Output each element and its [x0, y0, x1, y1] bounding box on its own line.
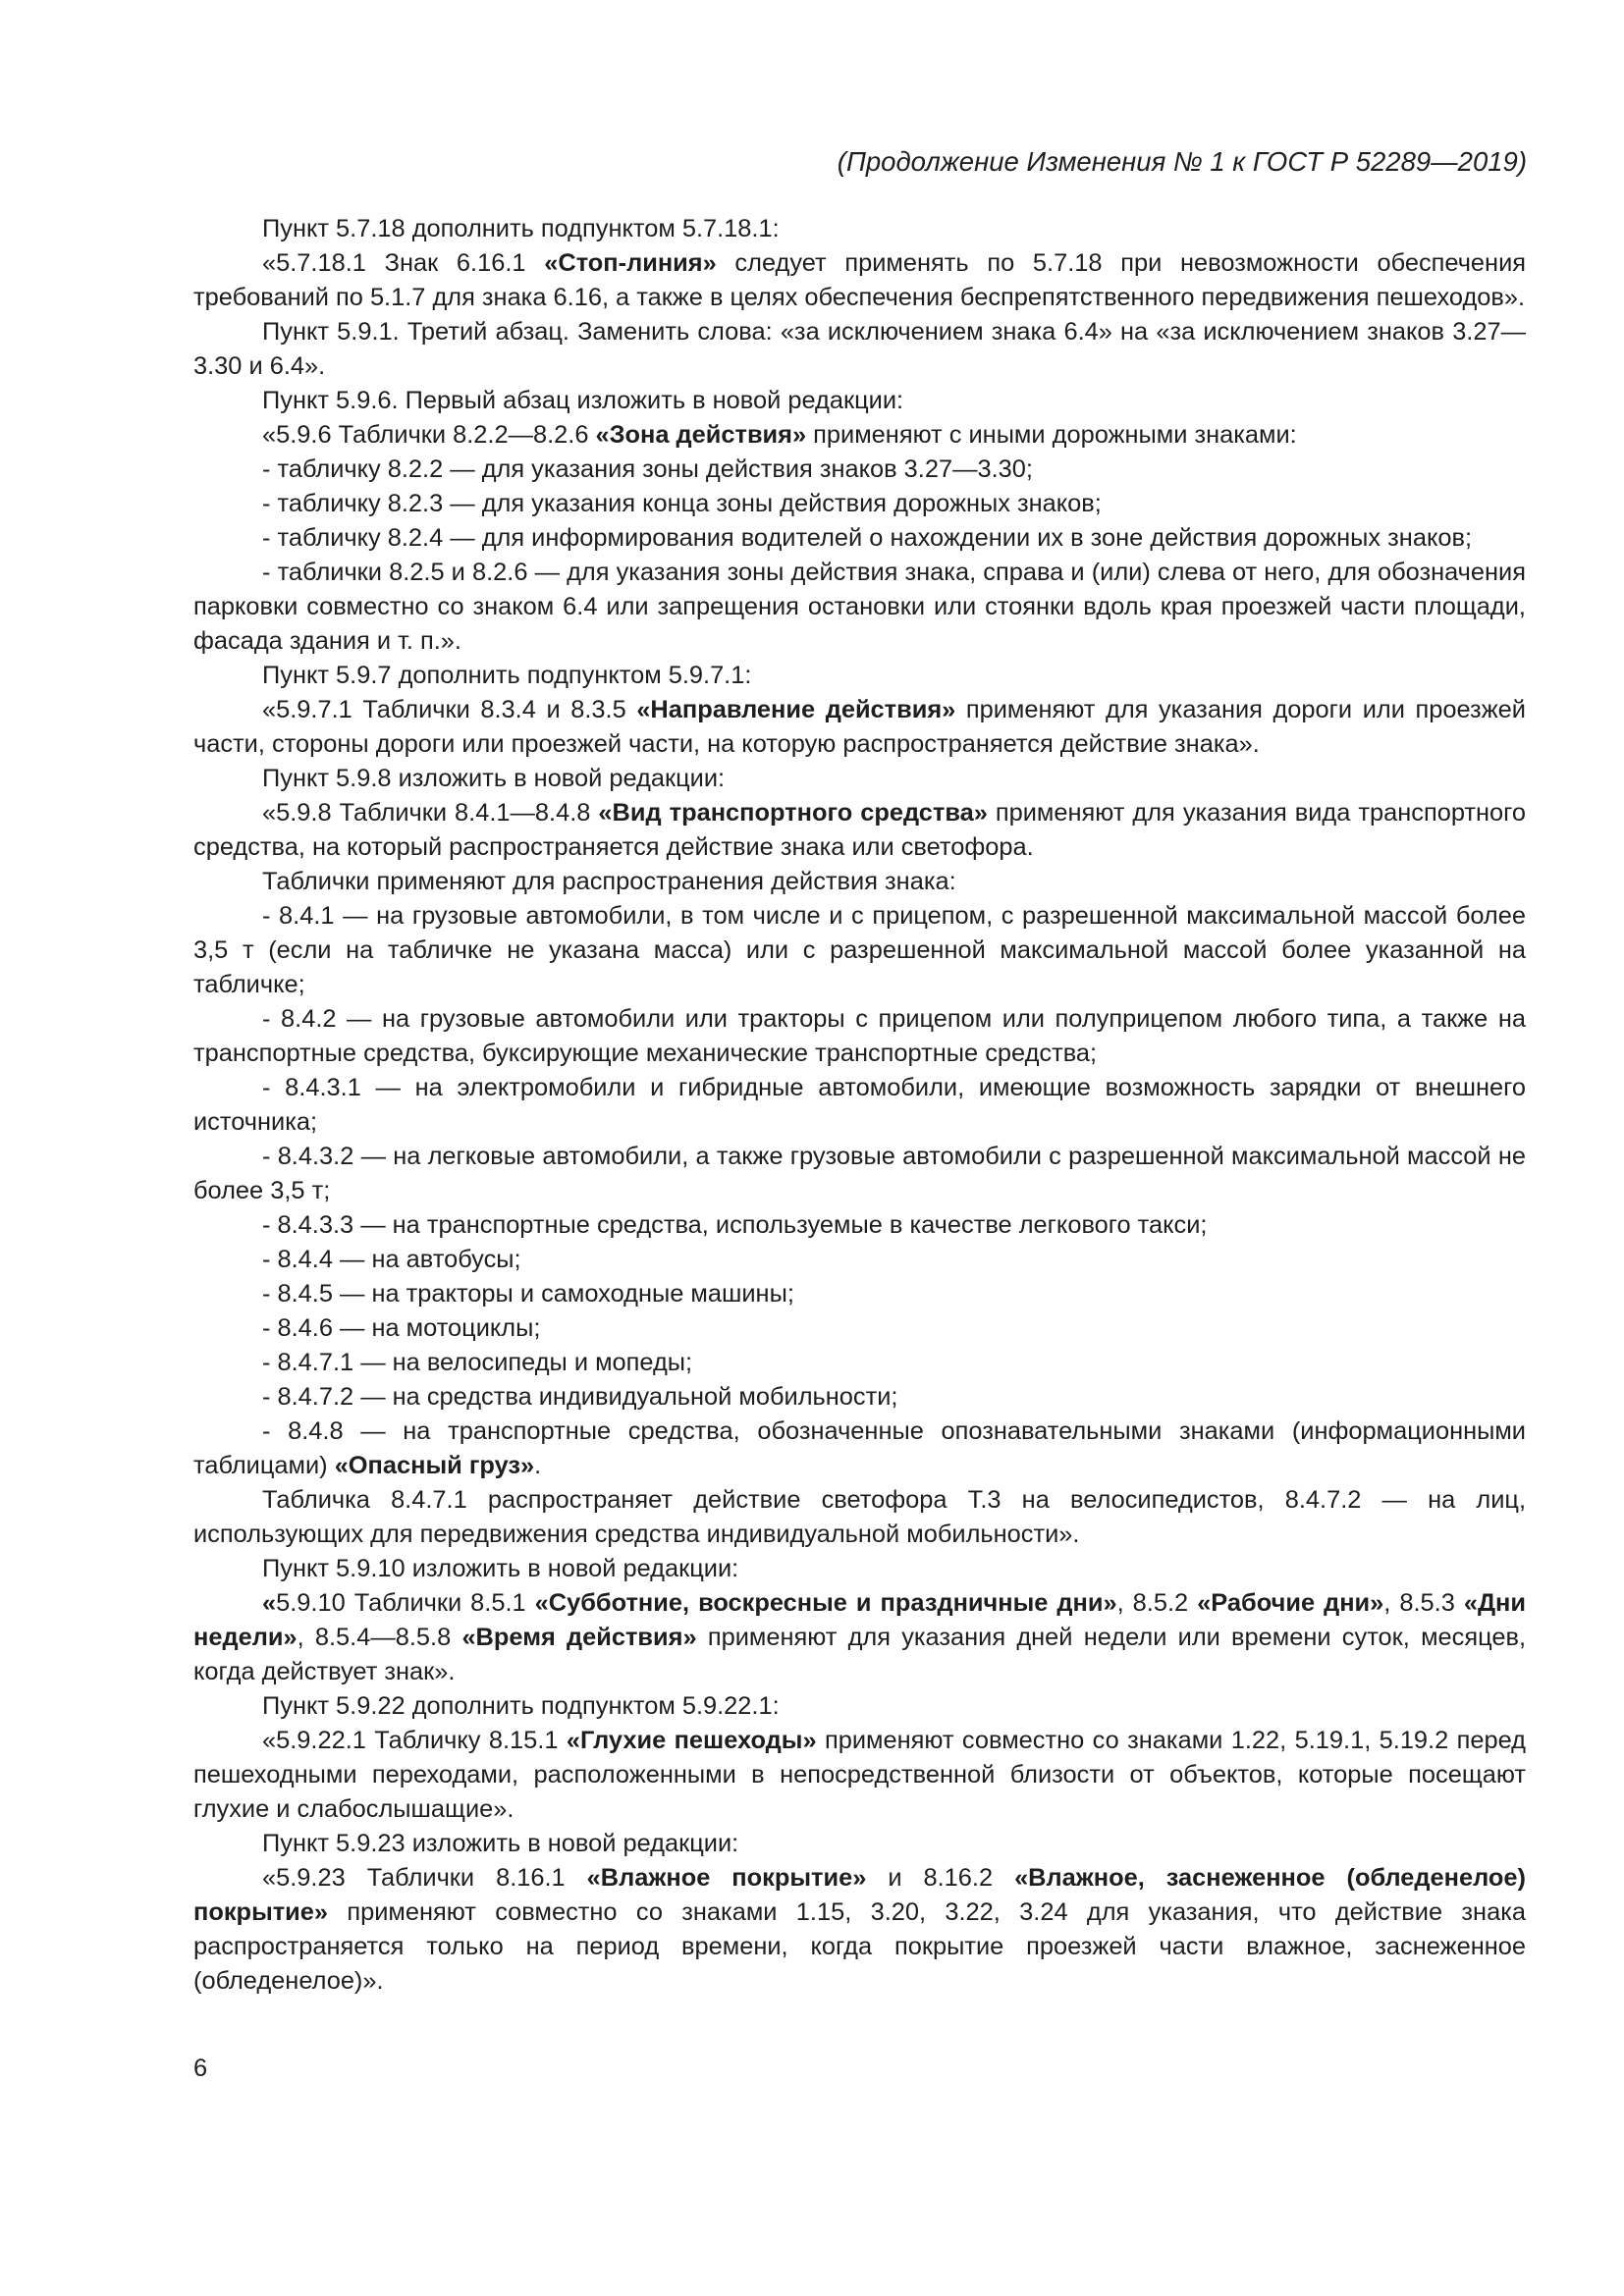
- text-run: - 8.4.2 — на грузовые автомобили или тракторы с прицепом или полуприцепом любого типа, а также на транспортные средства, буксирующие механические транспортные средства;: [193, 1005, 1526, 1067]
- bold-term: «: [262, 1589, 277, 1617]
- text-run: Пункт 5.9.10 изложить в новой редакции:: [262, 1555, 739, 1582]
- paragraph: [193, 453, 1526, 487]
- text-run: Пункт 5.9.8 изложить в новой редакции:: [262, 765, 726, 792]
- paragraph: [193, 1827, 1526, 1861]
- text-run: Пункт 5.9.6. Первый абзац изложить в новой редакции:: [262, 387, 904, 414]
- paragraph: [193, 1415, 1526, 1483]
- text-run: Таблички применяют для распространения действия знака:: [262, 868, 956, 895]
- text-run: - 8.4.4 — на автобусы;: [262, 1246, 521, 1273]
- text-run: - табличку 8.2.3 — для указания конца зоны действия дорожных знаков;: [262, 490, 1102, 517]
- text-run: - табличку 8.2.2 — для указания зоны действия знаков 3.27—3.30;: [262, 455, 1033, 483]
- bold-term: «Влажное, заснеженное (обледенелое) покрытие»: [193, 1864, 1526, 1926]
- text-run: следует применять по 5.7.18 при невозможности обеспечения требований по 5.1.7 для знака 6.16, а также в целях обеспечения беспрепятственного передвижения пешеходов».: [193, 249, 1527, 311]
- paragraph: [193, 1689, 1526, 1724]
- paragraph: [193, 1208, 1526, 1243]
- text-run: 5.9.10 Таблички 8.5.1: [276, 1589, 535, 1617]
- paragraph: [193, 1586, 1526, 1689]
- text-run: , 8.5.3: [1383, 1589, 1464, 1617]
- text-run: «5.9.6 Таблички 8.2.2—8.2.6: [262, 421, 596, 449]
- text-run: «5.9.23 Таблички 8.16.1: [262, 1864, 587, 1892]
- text-run: - 8.4.3.1 — на электромобили и гибридные автомобили, имеющие возможность зарядки от внешнего источника;: [193, 1074, 1526, 1136]
- paragraph: [193, 556, 1526, 659]
- text-run: - 8.4.7.1 — на велосипеды и мопеды;: [262, 1349, 693, 1376]
- text-run: - 8.4.3.2 — на легковые автомобили, а также грузовые автомобили с разрешенной максимальной массой не более 3,5 т;: [193, 1143, 1526, 1204]
- page-number: 6: [193, 2055, 208, 2082]
- text-run: - 8.4.5 — на тракторы и самоходные машины;: [262, 1280, 794, 1308]
- paragraph: [193, 693, 1526, 762]
- text-run: «5.9.22.1 Табличку 8.15.1: [262, 1727, 567, 1754]
- bold-term: «Стоп-линия»: [544, 249, 717, 277]
- bold-term: «Зона действия»: [595, 421, 807, 449]
- text-run: применяют совместно со знаками 1.15, 3.20, 3.22, 3.24 для указания, что действие знака распространяется только на период времени, когда покрытие проезжей части влажное, заснеженное (обледенелое)».: [193, 1898, 1526, 1995]
- text-run: Пункт 5.9.1. Третий абзац. Заменить слова: «за исключением знака 6.4» на «за исключением знаков 3.27—3.30 и 6.4».: [193, 318, 1526, 380]
- bold-term: «Вид транспортного средства»: [598, 799, 988, 827]
- paragraph: [193, 1724, 1526, 1827]
- paragraph: [193, 1002, 1526, 1071]
- text-run: применяют с иными дорожными знаками:: [806, 421, 1297, 449]
- text-run: применяют для указания дней недели или времени суток, месяцев, когда действует знак».: [193, 1624, 1527, 1685]
- paragraph: [193, 1552, 1526, 1586]
- text-run: и 8.16.2: [866, 1864, 1015, 1892]
- paragraph: [193, 418, 1526, 453]
- text-run: «5.9.7.1 Таблички 8.3.4 и 8.3.5: [262, 696, 637, 723]
- paragraph: [193, 315, 1526, 384]
- bold-term: «Дни недели»: [193, 1589, 1526, 1651]
- paragraph: [193, 384, 1526, 418]
- text-run: Пункт 5.9.7 дополнить подпунктом 5.9.7.1:: [262, 662, 752, 689]
- paragraph: [193, 212, 1526, 246]
- text-run: Пункт 5.9.22 дополнить подпунктом 5.9.22.1:: [262, 1692, 780, 1720]
- paragraph: [193, 1243, 1526, 1277]
- text-run: Пункт 5.9.23 изложить в новой редакции:: [262, 1830, 739, 1857]
- text-run: - 8.4.3.3 — на транспортные средства, используемые в качестве легкового такси;: [262, 1211, 1208, 1239]
- text-run: - табличку 8.2.4 — для информирования водителей о нахождении их в зоне действия дорожных знаков;: [262, 524, 1473, 552]
- paragraph: [193, 1380, 1526, 1415]
- bold-term: «Субботние, воскресные и праздничные дни»: [534, 1589, 1117, 1617]
- paragraph: [193, 659, 1526, 693]
- paragraph: [193, 246, 1526, 315]
- text-run: применяют совместно со знаками 1.22, 5.19.1, 5.19.2 перед пешеходными переходами, расположенными в непосредственной близости от объектов, которые посещают глухие и слабослышащие».: [193, 1727, 1526, 1823]
- text-run: - 8.4.1 — на грузовые автомобили, в том числе и с прицепом, с разрешенной максимальной массой более 3,5 т (если на табличке не указана масса) или с разрешенной максимальной массой более указанной на табличке;: [193, 902, 1526, 998]
- paragraph: [193, 1861, 1526, 1999]
- paragraph: [193, 865, 1526, 899]
- paragraph: [193, 521, 1526, 556]
- text-run: - 8.4.6 — на мотоциклы;: [262, 1314, 541, 1342]
- bold-term: «Опасный груз»: [334, 1452, 535, 1479]
- paragraph: [193, 1277, 1526, 1311]
- paragraph: [193, 487, 1526, 521]
- text-run: «5.7.18.1 Знак 6.16.1: [262, 249, 545, 277]
- paragraph: [193, 762, 1526, 796]
- paragraph: [193, 899, 1526, 1002]
- text-run: применяют для указания вида транспортного средства, на который распространяется действие знака или светофора.: [193, 799, 1527, 861]
- document-body: [193, 212, 1526, 1999]
- running-header: (Продолжение Изменения № 1 к ГОСТ Р 52289—2019): [837, 146, 1527, 177]
- text-run: - таблички 8.2.5 и 8.2.6 — для указания зоны действия знака, справа и (или) слева от него, для обозначения парковки совместно со знаком 6.4 или запрещения остановки или стоянки вдоль края проезжей части площади, фасада здания и т. п.».: [193, 559, 1526, 655]
- paragraph: [193, 1311, 1526, 1346]
- text-run: .: [534, 1452, 542, 1479]
- text-run: - 8.4.8 — на транспортные средства, обозначенные опознавательными знаками (информационными таблицами): [193, 1417, 1526, 1479]
- paragraph: [193, 1140, 1526, 1208]
- bold-term: «Влажное покрытие»: [586, 1864, 867, 1892]
- text-run: - 8.4.7.2 — на средства индивидуальной мобильности;: [262, 1383, 898, 1411]
- bold-term: «Глухие пешеходы»: [566, 1727, 817, 1754]
- text-run: , 8.5.2: [1116, 1589, 1198, 1617]
- paragraph: [193, 1483, 1526, 1552]
- bold-term: «Рабочие дни»: [1197, 1589, 1384, 1617]
- bold-term: «Время действия»: [461, 1624, 697, 1651]
- paragraph: [193, 796, 1526, 865]
- paragraph: [193, 1346, 1526, 1380]
- text-run: Табличка 8.4.7.1 распространяет действие светофора Т.3 на велосипедистов, 8.4.7.2 — на лиц, использующих для передвижения средства индивидуальной мобильности».: [193, 1486, 1526, 1548]
- text-run: Пункт 5.7.18 дополнить подпунктом 5.7.18.1:: [262, 215, 780, 242]
- text-run: «5.9.8 Таблички 8.4.1—8.4.8: [262, 799, 599, 827]
- bold-term: «Направление действия»: [636, 696, 956, 723]
- text-run: применяют для указания дороги или проезжей части, стороны дороги или проезжей части, на которую распространяется действие знака».: [193, 696, 1526, 758]
- paragraph: [193, 1071, 1526, 1140]
- text-run: , 8.5.4—8.5.8: [297, 1624, 462, 1651]
